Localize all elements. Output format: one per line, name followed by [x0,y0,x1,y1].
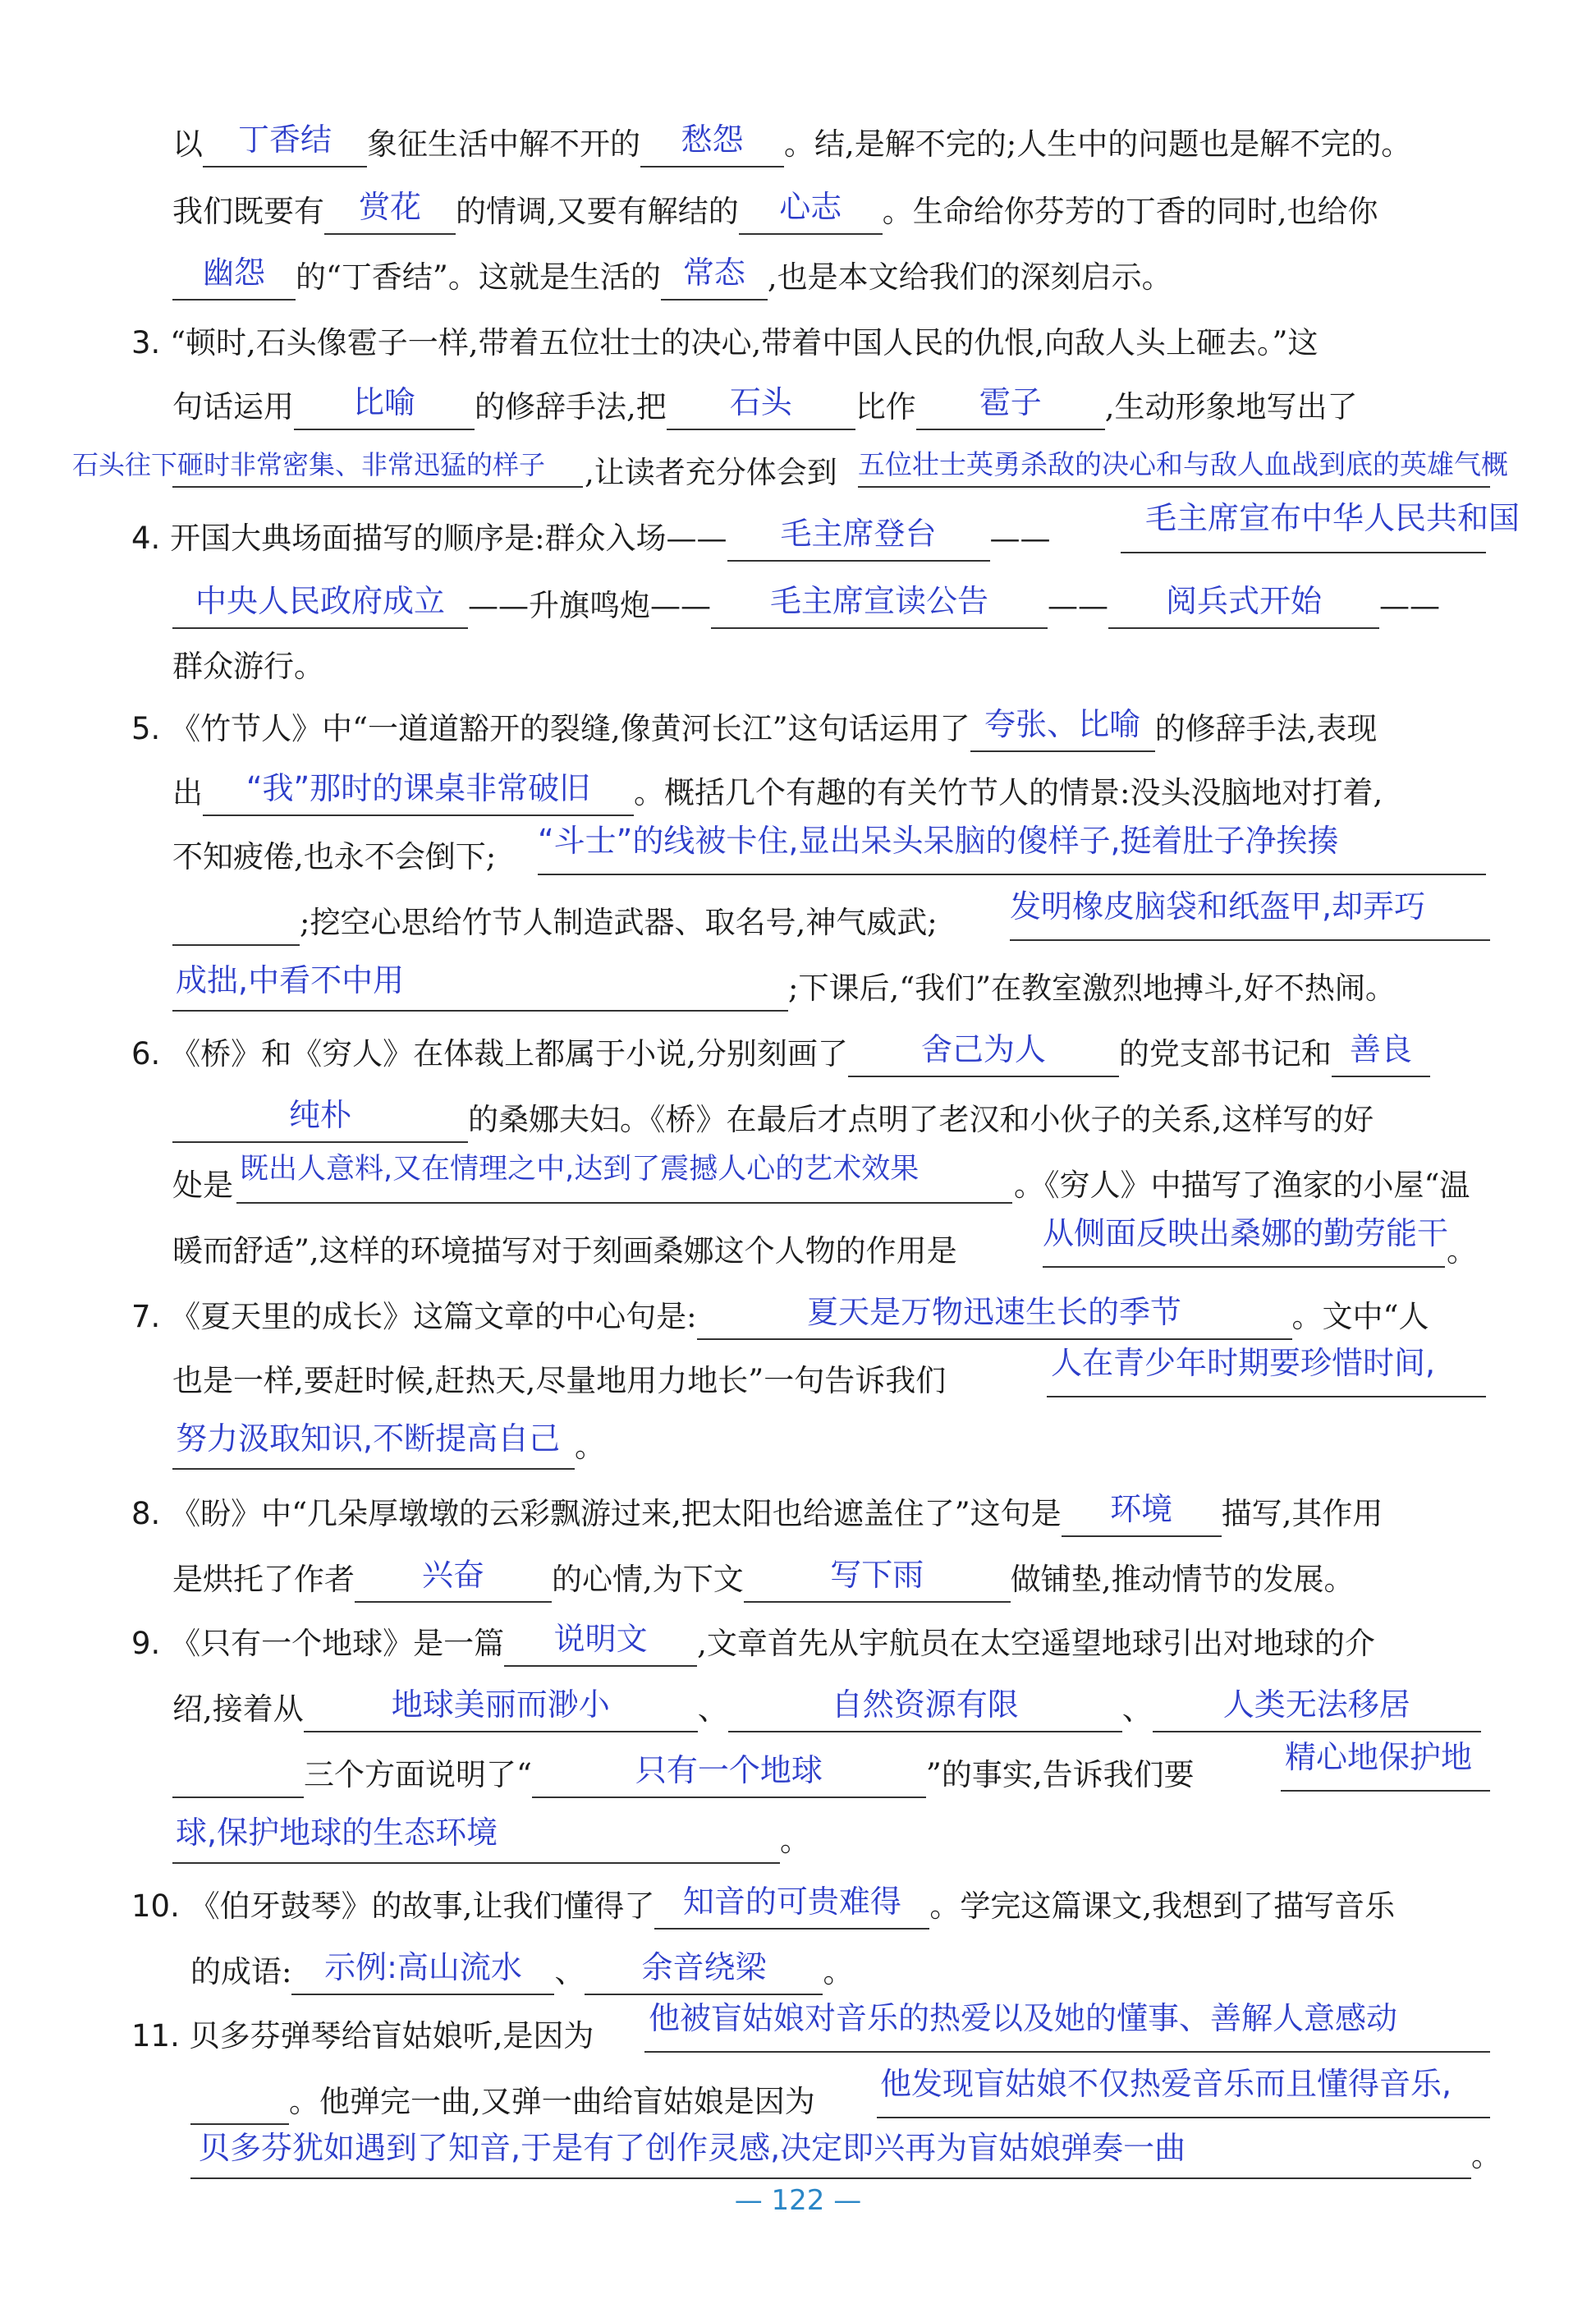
handwritten-answer: 自然资源有限 [831,1686,1019,1723]
handwritten-answer: 善良 [1349,1031,1412,1067]
question-number: 3. [131,325,161,360]
handwritten-answer: 贝多芬犹如遇到了知音,于是有了创作灵感,决定即兴再为盲姑娘弹奏一曲 [199,2130,1186,2166]
answer-blank [744,1558,1011,1603]
handwritten-answer: 中央人民政府成立 [195,583,445,619]
answer-blank [324,190,456,235]
answer-blank [532,1754,926,1798]
answer-blank [1332,1033,1430,1077]
handwritten-answer: 石头往下砸时非常密集、非常迅猛的样子 [72,449,546,480]
question-number: 6. [131,1036,161,1071]
page-number: — 122 — [734,2184,862,2217]
handwritten-answer: 地球美丽而渺小 [391,1686,610,1723]
handwritten-answer: 丁香结 [237,122,332,158]
q9-line-1: 9. 《只有一个地球》是一篇 说明文 ,文章首先从宇航员在太空遥望地球引出对地球的介 [131,1622,1375,1667]
handwritten-answer: 比喻 [352,384,415,420]
answer-blank [661,256,768,301]
q5-line-5: 成拙,中看不中用 ;下课后,“我们”在教室激烈地搏斗,好不热闹。 [172,967,1396,1012]
q9-line-4: 球,保护地球的生态环境 。 [172,1819,810,1864]
q11-line-2: 。他弹完一曲,又弹一曲给盲姑娘是因为 [190,2081,815,2125]
handwritten-answer: 纯朴 [288,1097,351,1133]
answer-blank [711,585,1048,629]
answer-blank [1153,1688,1481,1732]
handwritten-answer: 知音的可贵难得 [682,1884,901,1920]
q4-line-1: 4. 开国大典场面描写的顺序是:群众入场—— 毛主席登台 —— [131,517,1051,562]
q6-line-2: 纯朴 的桑娜夫妇。《桥》在最后才点明了老汉和小伙子的关系,这样写的好 [172,1099,1374,1143]
intro-line-2: 我们既要有 赏花 的情调,又要有解结的 心志 。生命给你芬芳的丁香的同时,也给你 [172,190,1378,235]
question-number: 9. [131,1626,161,1661]
answer-blank [172,1815,780,1864]
handwritten-answer: 心志 [779,189,842,225]
q6-line-1: 6. 《桥》和《穷人》在体裁上都属于小说,分别刻画了 舍己为人 的党支部书记和 善良 [131,1033,1430,1077]
answer-blank [640,123,784,167]
handwritten-answer: 精心地保护地 [1285,1739,1473,1775]
answer-underline [1010,939,1490,941]
q4-line-3: 群众游行。 [172,649,324,684]
answer-blank [585,1951,823,1995]
answer-blank [1062,1493,1222,1537]
answer-underline [858,486,1490,488]
q4-line-2: 中央人民政府成立 ——升旗鸣炮—— 毛主席宣读公告 —— 阅兵式开始 —— [172,585,1440,629]
handwritten-answer: 成拙,中看不中用 [176,962,405,998]
q7-line-3: 努力汲取知识,不断提高自己 。 [172,1425,605,1470]
handwritten-answer: 毛主席宣读公告 [769,583,988,619]
q8-line-2: 是烘托了作者 兴奋 的心情,为下文 写下雨 做铺垫,推动情节的发展。 [172,1558,1355,1603]
answer-blank [291,1951,554,1995]
question-number: 4. [131,521,161,556]
handwritten-answer: 赏花 [358,189,421,225]
q5-line-1: 5. 《竹节人》中“一道道豁开的裂缝,像黄河长江”这句话运用了 夸张、比喻 的修辞手法,表现 [131,708,1377,752]
q9-line-3: 三个方面说明了“ 只有一个地球 ”的事实,告诉我们要 [172,1754,1195,1798]
q11-line-1: 11. 贝多芬弹琴给盲姑娘听,是因为 [131,2018,594,2053]
answer-blank [970,708,1155,752]
handwritten-answer: 发明橡皮脑袋和纸盔甲,却弄巧 [1010,888,1426,925]
answer-underline [1047,1396,1486,1397]
question-number: 11. [131,2018,180,2053]
handwritten-answer: 努力汲取知识,不断提高自己 [176,1420,561,1457]
handwritten-answer: 写下雨 [830,1557,924,1593]
answer-underline [644,2051,1490,2053]
answer-blank [172,1420,575,1470]
answer-blank [654,1885,929,1930]
intro-line-1: 以 丁香结 象征生活中解不开的 愁怨 。结,是解不完的;人生中的问题也是解不完的。 [172,123,1411,167]
handwritten-answer: 既出人意料,又在情理之中,达到了震撼人心的艺术效果 [240,1153,920,1186]
answer-blank [172,585,468,629]
answer-underline [1043,1266,1445,1268]
q8-line-1: 8. 《盼》中“几朵厚墩墩的云彩飘游过来,把太阳也给遮盖住了”这句是 环境 描写,其作用 [131,1493,1383,1537]
handwritten-answer: 他被盲姑娘对音乐的热爱以及她的懂事、善解人意感动 [649,2000,1398,2036]
answer-blank [916,386,1105,430]
handwritten-answer: 愁怨 [681,122,744,158]
q5-line-4: ;挖空心思给竹节人制造武器、取名号,神气威武; [172,902,938,946]
handwritten-answer: “我”那时的课桌非常破旧 [245,770,591,806]
answer-blank [172,256,296,301]
answer-blank [190,2130,1471,2179]
handwritten-answer: 毛主席登台 [780,516,937,552]
handwritten-answer: 幽怨 [202,255,265,291]
question-number: 7. [131,1299,161,1334]
handwritten-answer: 舍己为人 [920,1031,1046,1067]
question-number: 10. [131,1888,180,1924]
answer-underline [172,486,583,488]
worksheet-page: 以 丁香结 象征生活中解不开的 愁怨 。结,是解不完的;人生中的问题也是解不完的。 我们既要有 赏花 的情调,又要有解结的 心志 。生命给你芬芳的丁香的同时,也给你 幽怨 的“丁香结”。这就是生活的 常态 ,也是本文给我们的深刻启示。 3. “顿时,石头像雹子一样,带着五位壮士的决心,带着中国人民的仇恨,向敌人头上砸去。”这 句话运用 比喻 的修辞手法,把 石头 比作 雹子 ,生动形象地写出了 石头往下砸时非常密集、非常迅猛的样子 ,让读者充分体会到 五位壮士英勇杀敌的决心和与敌人血战到底的英雄气概 4. 开国大典场面描写的顺序是:群众入场—— 毛主席登台 —— 毛主席宣布中华人民共和国 中央人民政府成立 ——升旗鸣炮—— 毛主席宣读公告 —— 阅兵式开始 —— 群众游行。 5. 《竹节人》中“一道道豁开的裂缝,像黄河长江”这句话运用了 夸张、比喻 的修辞手法,表现 出 “我”那时的课桌非常破旧 。概括几个有趣的有关竹节人的情景:没头没脑地对打着, 不知疲倦,也永不会倒下; “斗士”的线被卡住,显出呆头呆脑的傻样子,挺着肚子净挨揍 ;挖空心思给竹节人制造武器、取名号,神气威武; 发明橡皮脑袋和纸盔甲,却弄巧 成拙,中看不中用 ;下课后,“我们”在教室激烈地搏斗,好不热闹。 6. 《桥》和《穷人》在体裁上都属于小说,分别刻画了 舍己为人 的党支部书记和 善良 纯朴 的桑娜夫妇。《桥》在最后才点明了老汉和小伙子的关系,这样写的好 处是 既出人意料,又在情理之中,达到了震撼人心的艺术效果 。《穷人》中描写了渔家的小屋“温 暖而舒适”,这样的环境描写对于刻画桑娜这个人物的作用是 从侧面反映出桑娜的勤劳能干 。 7. 《夏天里的成长》这篇文章的中心句是: 夏天是万物迅速生长的季节 。文中“人 也是一样,要赶时候,赶热天,尽量地用力地长”一句告诉我们 人在青少年时期要珍惜时间, 努力汲取知识,不断提高自己 。 8. 《盼》中“几朵厚墩墩的云彩飘游过来,把太阳也给遮盖住了”这句是 环境 描写,其作用 是烘托了作者 兴奋 的心情,为下文 写下雨 做铺垫,推动情节的发展。 9. 《只有一个地球》是一篇 说明文 ,文章首先从宇航员在太空遥望地球引出对地球的介 绍,接着从 地球美丽而渺小 、 自然资源有限 、 人类无法移居 三个方面说明了“ 只有一个地球 ”的事实,告诉我们要 精心地保护地 球,保护地球的生态环境 。 10. 《伯牙鼓琴》的故事,让我们懂得了 知音的可贵难得 。学完这篇课文,我想到了描写音乐 的成语: 示例:高山流水 、 余音绕梁 。 11. 贝多芬弹琴给盲姑娘听,是因为 他被盲姑娘对音乐的热爱以及她的懂事、善解人意感动 。他弹完一曲,又弹一曲给盲姑娘是因为 他发现盲姑娘不仅热爱音乐而且懂得音乐, 贝多芬犹如遇到了知音,于是有了创作灵感,决定即兴再为盲姑娘弹奏一曲 。 — 122 — [0,0,1596,2299]
q5-line-2: 出 “我”那时的课桌非常破旧 。概括几个有趣的有关竹节人的情景:没头没脑地对打着, [172,772,1383,816]
question-number: 8. [131,1496,161,1531]
answer-underline [1281,1790,1490,1792]
q7-line-1: 7. 《夏天里的成长》这篇文章的中心句是: 夏天是万物迅速生长的季节 。文中“人 [131,1296,1429,1340]
answer-blank [294,386,475,430]
answer-blank [739,190,883,235]
answer-blank [304,1688,698,1732]
answer-blank [172,1099,468,1143]
answer-underline [538,874,1486,875]
handwritten-answer: 只有一个地球 [635,1752,823,1788]
answer-blank [697,1296,1292,1340]
q3-line-3-text: ,让读者充分体会到 [585,455,837,490]
q3-line-2: 句话运用 比喻 的修辞手法,把 石头 比作 雹子 ,生动形象地写出了 [172,386,1358,430]
handwritten-answer: “斗士”的线被卡住,显出呆头呆脑的傻样子,挺着肚子净挨揍 [538,823,1339,859]
answer-blank [190,2081,289,2125]
answer-blank [667,386,855,430]
q10-line-1: 10. 《伯牙鼓琴》的故事,让我们懂得了 知音的可贵难得 。学完这篇课文,我想到了描写音乐 [131,1885,1395,1930]
handwritten-answer: 石头 [729,384,792,420]
handwritten-answer: 阅兵式开始 [1165,583,1322,619]
question-number: 5. [131,711,161,746]
handwritten-answer: 从侧面反映出桑娜的勤劳能干 [1043,1215,1449,1251]
answer-blank [172,1754,304,1798]
handwritten-answer: 夏天是万物迅速生长的季节 [807,1294,1182,1330]
answer-blank [504,1622,697,1667]
q11-line-3: 贝多芬犹如遇到了知音,于是有了创作灵感,决定即兴再为盲姑娘弹奏一曲 。 [190,2135,1502,2179]
intro-line-3: 幽怨 的“丁香结”。这就是生活的 常态 ,也是本文给我们的深刻启示。 [172,256,1172,301]
answer-blank [1108,585,1379,629]
answer-underline [236,1202,1012,1204]
handwritten-answer: 示例:高山流水 [324,1949,522,1985]
handwritten-answer: 余音绕梁 [641,1949,767,1985]
q6-line-3: 处是 [172,1168,233,1203]
answer-underline [1121,552,1486,553]
handwritten-answer: 五位壮士英勇杀敌的决心和与敌人血战到底的英雄气概 [858,448,1508,480]
answer-blank [203,123,367,167]
handwritten-answer: 常态 [682,255,745,291]
handwritten-answer: 雹子 [979,384,1042,420]
q6-line-4: 暖而舒适”,这样的环境描写对于刻画桑娜这个人物的作用是 [172,1233,957,1269]
q3-line-1: 3. “顿时,石头像雹子一样,带着五位壮士的决心,带着中国人民的仇恨,向敌人头上砸去。”这 [131,325,1319,360]
handwritten-answer: 夸张、比喻 [984,706,1141,742]
answer-blank [848,1033,1119,1077]
handwritten-answer: 人在青少年时期要珍惜时间, [1051,1345,1436,1381]
q10-line-2: 的成语: 示例:高山流水 、 余音绕梁 。 [190,1951,853,1995]
answer-underline [877,2117,1490,2118]
answer-blank [355,1558,552,1603]
q9-line-2: 绍,接着从 地球美丽而渺小 、 自然资源有限 、 人类无法移居 [172,1688,1481,1732]
q7-line-2: 也是一样,要赶时候,赶热天,尽量地用力地长”一句告诉我们 [172,1363,947,1398]
handwritten-answer: 人类无法移居 [1222,1686,1410,1723]
handwritten-answer: 毛主席宣布中华人民共和国 [1145,500,1520,536]
q6-line-3-tail: 。《穷人》中描写了渔家的小屋“温 [1014,1168,1470,1203]
handwritten-answer: 环境 [1110,1491,1173,1527]
answer-blank [728,1688,1122,1732]
handwritten-answer: 球,保护地球的生态环境 [176,1815,498,1851]
answer-blank [727,517,990,562]
handwritten-answer: 兴奋 [421,1557,484,1593]
answer-blank [172,902,300,946]
answer-blank [203,772,634,816]
handwritten-answer: 他发现盲姑娘不仅热爱音乐而且懂得音乐, [880,2066,1452,2102]
handwritten-answer: 说明文 [553,1621,648,1657]
q5-line-3: 不知疲倦,也永不会倒下; [172,839,497,874]
